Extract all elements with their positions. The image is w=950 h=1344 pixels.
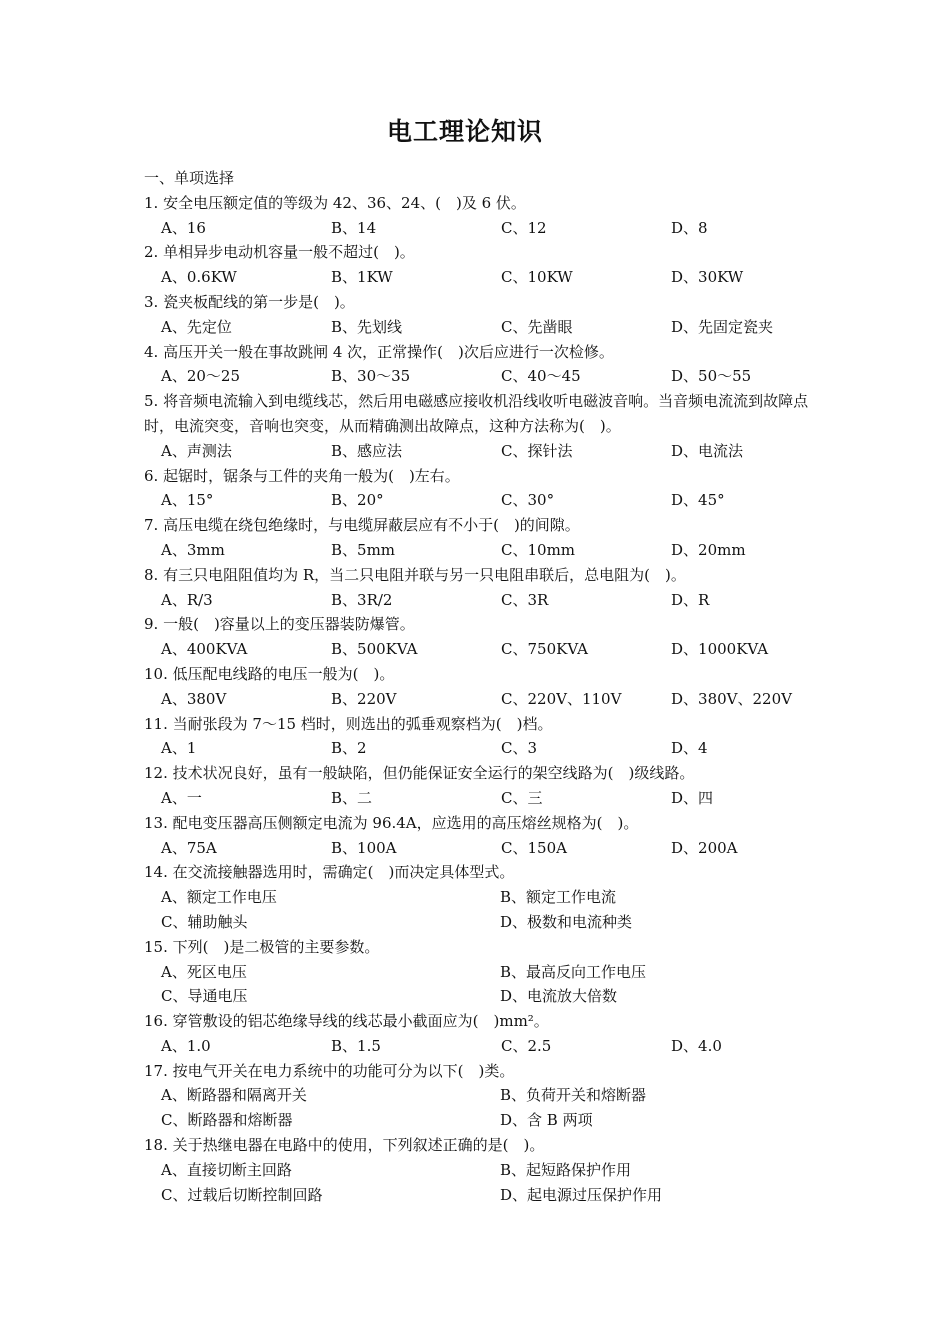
question-stem bbox=[144, 240, 824, 265]
answer-option: C、2.5 bbox=[501, 1036, 552, 1055]
question-number: 6. bbox=[144, 466, 159, 485]
question-text: 安全电压额定值的等级为 42、36、24、( )及 6 伏。 bbox=[163, 193, 526, 212]
answer-option: D、1000KVA bbox=[671, 640, 769, 659]
question-item bbox=[144, 662, 824, 712]
section-heading: 一、单项选择 bbox=[144, 169, 235, 187]
question-number: 14. bbox=[144, 863, 168, 882]
question-item bbox=[144, 563, 824, 613]
question-number: 7. bbox=[144, 516, 159, 535]
answer-option: A、死区电压 bbox=[161, 962, 247, 981]
question-text: 起锯时，锯条与工件的夹角一般为( )左右。 bbox=[163, 466, 460, 485]
option-group bbox=[144, 736, 824, 761]
answer-option: C、40～45 bbox=[501, 367, 581, 386]
question-item bbox=[144, 935, 824, 1009]
answer-option: B、100A bbox=[331, 838, 397, 857]
question-text: 瓷夹板配线的第一步是( )。 bbox=[163, 292, 355, 311]
option-group bbox=[144, 637, 824, 662]
question-stem bbox=[144, 563, 824, 588]
answer-option: A、3mm bbox=[161, 540, 225, 559]
answer-option: B、二 bbox=[331, 788, 373, 807]
answer-option: D、R bbox=[671, 590, 710, 609]
question-number: 1. bbox=[144, 193, 159, 212]
answer-option: B、3R/2 bbox=[331, 590, 393, 609]
answer-option: A、额定工作电压 bbox=[161, 888, 277, 907]
answer-option: A、直接切断主回路 bbox=[161, 1160, 292, 1179]
question-item bbox=[144, 712, 824, 762]
question-stem bbox=[144, 712, 824, 737]
answer-option: C、三 bbox=[501, 788, 543, 807]
answer-option: C、3 bbox=[501, 739, 538, 758]
option-group bbox=[144, 439, 824, 464]
question-text: 下列( )是二极管的主要参数。 bbox=[172, 937, 380, 956]
option-group bbox=[144, 588, 824, 613]
question-stem bbox=[144, 811, 824, 836]
answer-option: C、先凿眼 bbox=[501, 317, 573, 336]
question-number: 13. bbox=[144, 813, 168, 832]
answer-option: A、20～25 bbox=[161, 367, 241, 386]
question-number: 15. bbox=[144, 937, 168, 956]
question-stem bbox=[144, 464, 824, 489]
option-group bbox=[144, 315, 824, 340]
question-stem bbox=[144, 513, 824, 538]
answer-option: C、3R bbox=[501, 590, 549, 609]
option-group bbox=[144, 265, 824, 290]
answer-option: D、起电源过压保护作用 bbox=[500, 1185, 663, 1204]
question-stem bbox=[144, 1059, 824, 1084]
question-item bbox=[144, 612, 824, 662]
answer-option: B、负荷开关和熔断器 bbox=[500, 1086, 647, 1105]
question-text: 将音频电流输入到电缆线芯，然后用电磁感应接收机沿线收听电磁波音响。当音频电流流到故障点时，电流突变，音响也突变，从而精确测出故障点，这种方法称为( )。 bbox=[144, 392, 809, 435]
answer-option: D、30KW bbox=[671, 268, 744, 287]
answer-option: C、12 bbox=[501, 218, 547, 237]
question-stem bbox=[144, 612, 824, 637]
question-item bbox=[144, 1059, 824, 1133]
question-number: 2. bbox=[144, 243, 159, 262]
option-group bbox=[144, 960, 824, 1010]
question-stem bbox=[144, 860, 824, 885]
question-number: 12. bbox=[144, 764, 168, 783]
answer-option: B、500KVA bbox=[331, 640, 418, 659]
answer-option: D、电流法 bbox=[671, 441, 744, 460]
answer-option: C、导通电压 bbox=[161, 987, 248, 1006]
answer-option: C、750KVA bbox=[501, 640, 588, 659]
answer-option: D、4 bbox=[671, 739, 708, 758]
answer-option: D、380V、220V bbox=[671, 689, 792, 708]
question-stem bbox=[144, 340, 824, 365]
question-text: 一般( )容量以上的变压器装防爆管。 bbox=[163, 615, 415, 634]
question-number: 17. bbox=[144, 1061, 168, 1080]
question-text: 关于热继电器在电路中的使用，下列叙述正确的是( )。 bbox=[172, 1136, 545, 1155]
question-item bbox=[144, 761, 824, 811]
question-stem bbox=[144, 191, 824, 216]
option-group bbox=[144, 1158, 824, 1208]
question-number: 11. bbox=[144, 714, 168, 733]
question-number: 4. bbox=[144, 342, 159, 361]
question-text: 有三只电阻阻值均为 R，当二只电阻并联与另一只电阻串联后，总电阻为( )。 bbox=[163, 565, 686, 584]
answer-option: A、1 bbox=[161, 739, 197, 758]
answer-option: D、200A bbox=[671, 838, 738, 857]
question-stem bbox=[144, 761, 824, 786]
question-number: 10. bbox=[144, 664, 168, 683]
question-item bbox=[144, 513, 824, 563]
question-number: 3. bbox=[144, 292, 159, 311]
question-stem bbox=[144, 935, 824, 960]
answer-option: A、断路器和隔离开关 bbox=[161, 1086, 307, 1105]
question-item bbox=[144, 811, 824, 861]
question-text: 穿管敷设的铝芯绝缘导线的线芯最小截面应为( )mm²。 bbox=[172, 1012, 549, 1031]
question-stem bbox=[144, 1009, 824, 1034]
question-text: 在交流接触器选用时，需确定( )而决定具体型式。 bbox=[172, 863, 515, 882]
answer-option: B、2 bbox=[331, 739, 367, 758]
answer-option: B、20° bbox=[331, 491, 384, 510]
answer-option: A、400KVA bbox=[161, 640, 248, 659]
answer-option: C、断路器和熔断器 bbox=[161, 1111, 293, 1130]
question-stem bbox=[144, 662, 824, 687]
answer-option: D、45° bbox=[671, 491, 725, 510]
answer-option: B、感应法 bbox=[331, 441, 403, 460]
answer-option: C、10KW bbox=[501, 268, 573, 287]
question-text: 配电变压器高压侧额定电流为 96.4A，应选用的高压熔丝规格为( )。 bbox=[172, 813, 639, 832]
question-item bbox=[144, 860, 824, 934]
question-text: 低压配电线路的电压一般为( )。 bbox=[172, 664, 395, 683]
option-group bbox=[144, 885, 824, 935]
option-group bbox=[144, 836, 824, 861]
answer-option: B、5mm bbox=[331, 540, 396, 559]
question-item bbox=[144, 464, 824, 514]
answer-option: A、一 bbox=[161, 788, 202, 807]
answer-option: A、R/3 bbox=[161, 590, 213, 609]
option-group bbox=[144, 364, 824, 389]
answer-option: D、20mm bbox=[671, 540, 746, 559]
question-item bbox=[144, 240, 824, 290]
answer-option: A、380V bbox=[161, 689, 227, 708]
answer-option: C、220V、110V bbox=[501, 689, 622, 708]
question-stem bbox=[144, 290, 824, 315]
question-text: 技术状况良好，虽有一般缺陷，但仍能保证安全运行的架空线路为( )级线路。 bbox=[172, 764, 695, 783]
answer-option: A、75A bbox=[161, 838, 217, 857]
answer-option: A、15° bbox=[161, 491, 214, 510]
question-text: 当耐张段为 7～15 档时，则选出的弧垂观察档为( )档。 bbox=[172, 714, 553, 733]
question-text: 高压电缆在绕包绝缘时，与电缆屏蔽层应有不小于( )的间隙。 bbox=[163, 516, 580, 535]
question-item bbox=[144, 340, 824, 390]
question-number: 8. bbox=[144, 565, 159, 584]
question-text: 单相异步电动机容量一般不超过( )。 bbox=[163, 243, 415, 262]
question-stem bbox=[144, 389, 824, 439]
option-group bbox=[144, 687, 824, 712]
answer-option: B、220V bbox=[331, 689, 397, 708]
question-number: 5. bbox=[144, 392, 159, 411]
question-text: 高压开关一般在事故跳闸 4 次，正常操作( )次后应进行一次检修。 bbox=[163, 342, 614, 361]
answer-option: D、极数和电流种类 bbox=[500, 912, 633, 931]
answer-option: B、最高反向工作电压 bbox=[500, 962, 647, 981]
option-group bbox=[144, 1083, 824, 1133]
question-text: 按电气开关在电力系统中的功能可分为以下( )类。 bbox=[172, 1061, 515, 1080]
answer-option: A、0.6KW bbox=[161, 268, 237, 287]
question-number: 9. bbox=[144, 615, 159, 634]
answer-option: A、先定位 bbox=[161, 317, 232, 336]
answer-option: A、1.0 bbox=[161, 1036, 211, 1055]
question-list bbox=[144, 166, 824, 1207]
answer-option: C、30° bbox=[501, 491, 555, 510]
question-number: 16. bbox=[144, 1012, 168, 1031]
option-group bbox=[144, 538, 824, 563]
option-group bbox=[144, 216, 824, 241]
answer-option: B、1KW bbox=[331, 268, 393, 287]
answer-option: C、10mm bbox=[501, 540, 576, 559]
answer-option: B、30～35 bbox=[331, 367, 411, 386]
answer-option: A、声测法 bbox=[161, 441, 232, 460]
question-item bbox=[144, 290, 824, 340]
answer-option: D、4.0 bbox=[671, 1036, 722, 1055]
answer-option: C、过载后切断控制回路 bbox=[161, 1185, 323, 1204]
answer-option: C、探针法 bbox=[501, 441, 573, 460]
answer-option: B、先划线 bbox=[331, 317, 403, 336]
answer-option: C、150A bbox=[501, 838, 567, 857]
question-item bbox=[144, 191, 824, 241]
answer-option: B、起短路保护作用 bbox=[500, 1160, 632, 1179]
option-group bbox=[144, 1034, 824, 1059]
question-item bbox=[144, 1133, 824, 1207]
option-group bbox=[144, 488, 824, 513]
answer-option: D、先固定瓷夹 bbox=[671, 317, 774, 336]
answer-option: A、16 bbox=[161, 218, 206, 237]
answer-option: B、14 bbox=[331, 218, 377, 237]
question-item bbox=[144, 1009, 824, 1059]
answer-option: B、1.5 bbox=[331, 1036, 381, 1055]
question-number: 18. bbox=[144, 1136, 168, 1155]
question-stem bbox=[144, 1133, 824, 1158]
answer-option: B、额定工作电流 bbox=[500, 888, 617, 907]
answer-option: D、四 bbox=[671, 788, 714, 807]
answer-option: D、含 B 两项 bbox=[500, 1111, 593, 1130]
option-group bbox=[144, 786, 824, 811]
question-item bbox=[144, 389, 824, 463]
answer-option: C、辅助触头 bbox=[161, 912, 248, 931]
answer-option: D、50～55 bbox=[671, 367, 752, 386]
answer-option: D、电流放大倍数 bbox=[500, 987, 618, 1006]
answer-option: D、8 bbox=[671, 218, 708, 237]
page-title: 电工理论知识 bbox=[386, 117, 543, 146]
